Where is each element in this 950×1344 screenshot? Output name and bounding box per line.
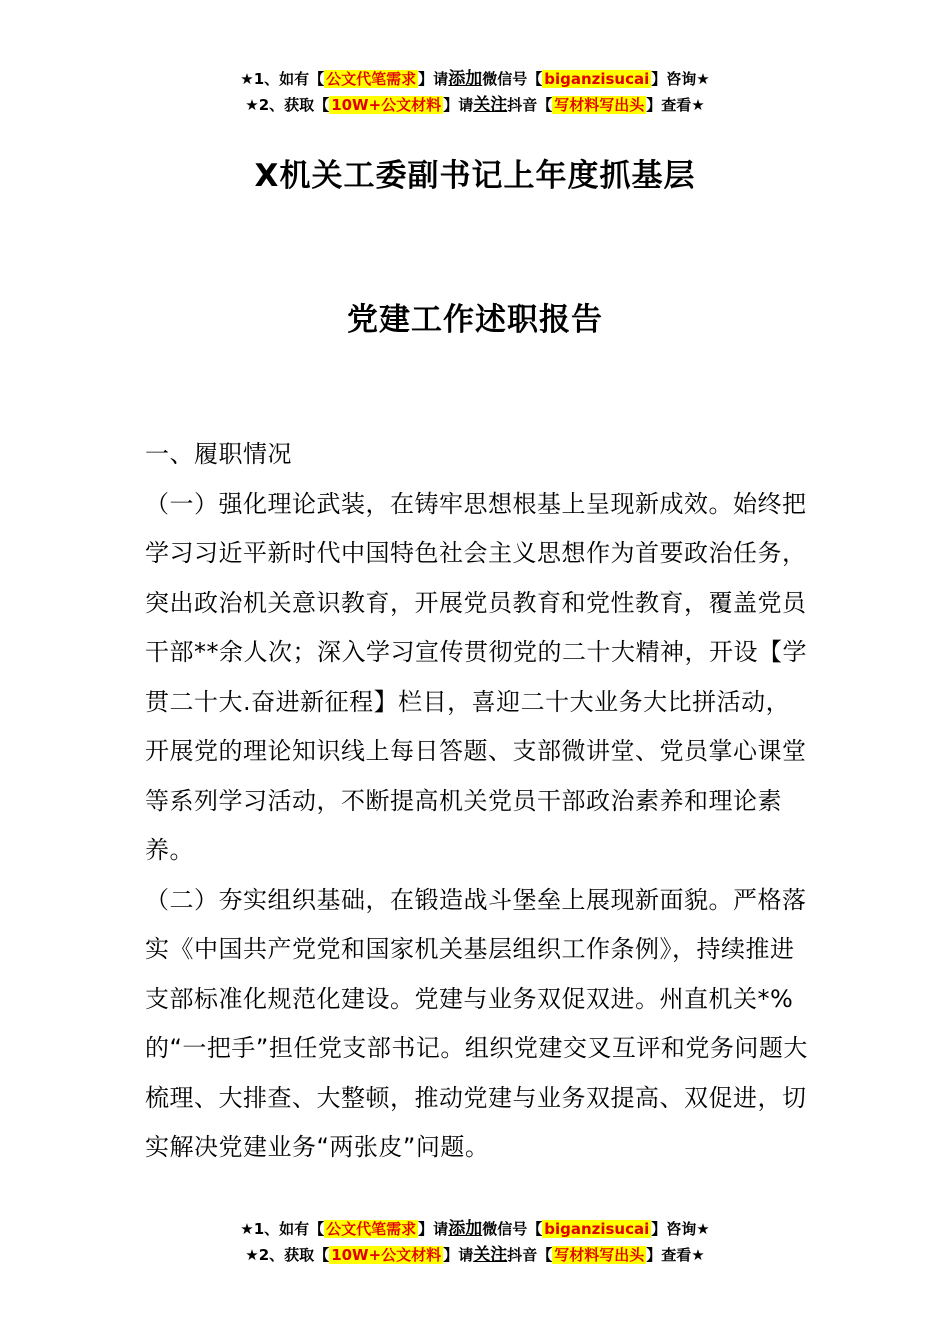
banner-line-2 bbox=[0, 92, 950, 118]
banner-text: 抖音【 bbox=[507, 96, 553, 114]
banner-text: 】咨询★ bbox=[651, 70, 710, 88]
banner-text: 】请 bbox=[443, 1246, 474, 1264]
banner-text: 】请 bbox=[443, 96, 474, 114]
banner-highlight: 公文代笔需求 bbox=[326, 70, 417, 88]
banner-underline: 关注 bbox=[473, 95, 508, 115]
footer-banner bbox=[0, 1216, 950, 1268]
banner-text: ★1、如有【 bbox=[240, 1220, 325, 1238]
banner-text: 微信号【 bbox=[482, 1220, 543, 1238]
banner-highlight: 10W+公文材料 bbox=[331, 1246, 442, 1264]
banner-text: 】请 bbox=[418, 70, 449, 88]
section-heading: 一、履职情况 bbox=[145, 440, 292, 468]
banner-text: ★2、获取【 bbox=[245, 96, 330, 114]
banner-underline: 关注 bbox=[473, 1245, 508, 1265]
document-title-line-2: 党建工作述职报告 bbox=[347, 302, 603, 338]
banner-underline: 添加 bbox=[448, 69, 483, 89]
banner-highlight: 写材料写出头 bbox=[554, 1246, 645, 1264]
banner-highlight: biganzisucai bbox=[544, 70, 650, 88]
banner-text: ★1、如有【 bbox=[240, 70, 325, 88]
banner-text: ★2、获取【 bbox=[245, 1246, 330, 1264]
banner-line-1 bbox=[0, 1216, 950, 1242]
document-body bbox=[145, 430, 810, 1173]
banner-text: 】查看★ bbox=[646, 1246, 705, 1264]
banner-underline: 添加 bbox=[448, 1219, 483, 1239]
banner-highlight: 10W+公文材料 bbox=[331, 96, 442, 114]
banner-text: 】请 bbox=[418, 1220, 449, 1238]
header-banner bbox=[0, 66, 950, 118]
banner-line-1 bbox=[0, 66, 950, 92]
banner-text: 】咨询★ bbox=[651, 1220, 710, 1238]
banner-text: 微信号【 bbox=[482, 70, 543, 88]
banner-line-2 bbox=[0, 1242, 950, 1268]
banner-text: 抖音【 bbox=[507, 1246, 553, 1264]
banner-text: 】查看★ bbox=[646, 96, 705, 114]
paragraph-1: （一）强化理论武装，在铸牢思想根基上呈现新成效。始终把学习习近平新时代中国特色社会主义思想作为首要政治任务，突出政治机关意识教育，开展党员教育和党性教育，覆盖党员干部**余人次；深入学习宣传贯彻党的二十大精神，开设【学贯二十大.奋进新征程】栏目，喜迎二十大业务大比拼活动，开展党的理论知识线上每日答题、支部微讲堂、党员掌心课堂等系列学习活动，不断提高机关党员干部政治素养和理论素养。 bbox=[145, 489, 807, 864]
banner-highlight: 公文代笔需求 bbox=[326, 1220, 417, 1238]
document-title-line-1: X机关工委副书记上年度抓基层 bbox=[254, 158, 696, 194]
banner-highlight: 写材料写出头 bbox=[554, 96, 645, 114]
paragraph-2: （二）夯实组织基础，在锻造战斗堡垒上展现新面貌。严格落实《中国共产党党和国家机关基层组织工作条例》，持续推进支部标准化规范化建设。党建与业务双促双进。州直机关*%的“一把手”担任党支部书记。组织党建交叉互评和党务问题大梳理、大排查、大整顿，推动党建与业务双提高、双促进，切实解决党建业务“两张皮”问题。 bbox=[145, 885, 808, 1161]
banner-highlight: biganzisucai bbox=[544, 1220, 650, 1238]
